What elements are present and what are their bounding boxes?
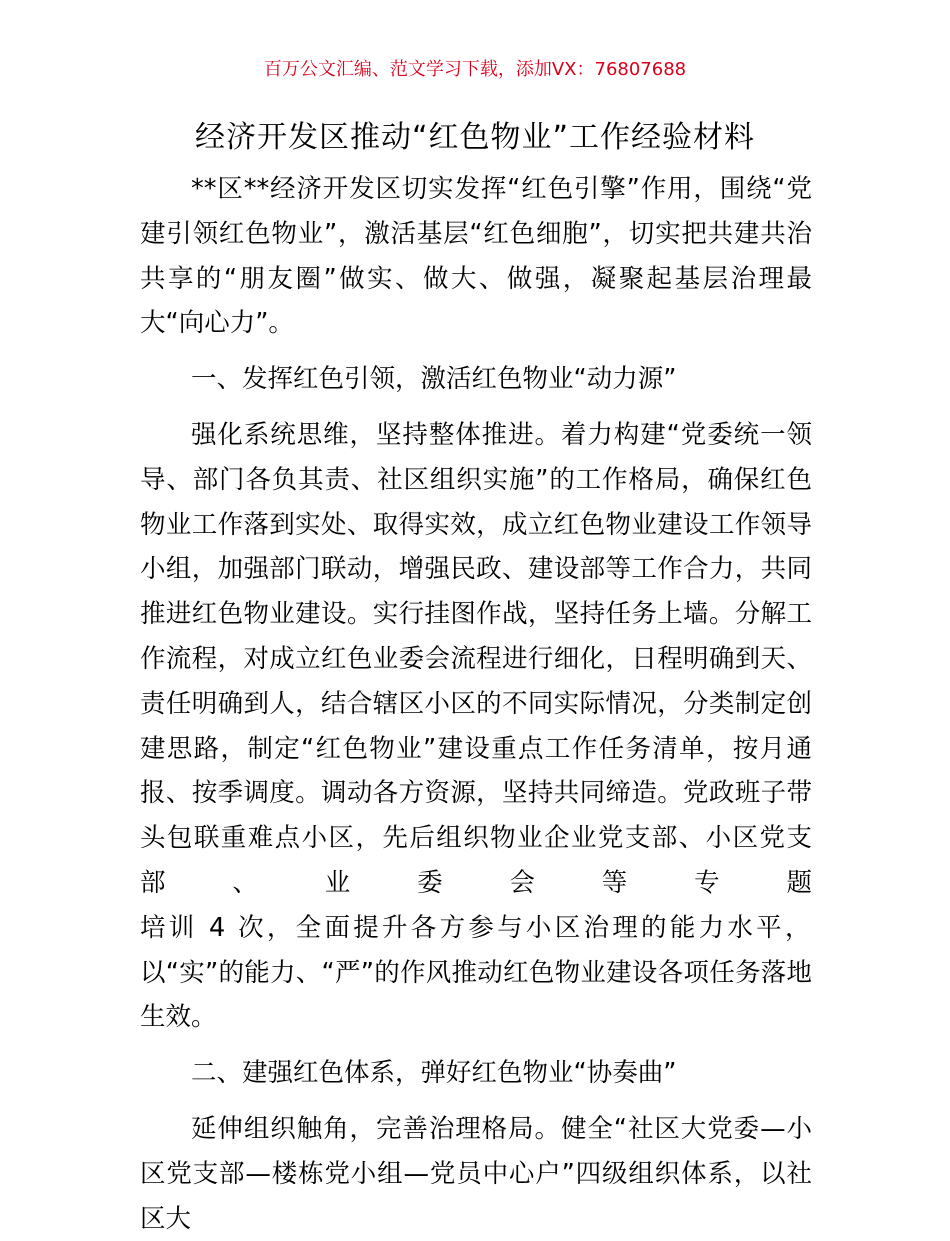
section-1-paragraph-line: 培训 4 次，全面提升各方参与小区治理的能力水平， bbox=[140, 912, 812, 943]
watermark-banner: 百万公文汇编、范文学习下载，添加VX：76807688 bbox=[263, 59, 687, 80]
document-title: 经济开发区推动“红色物业”工作经验材料 bbox=[194, 120, 756, 155]
section-2-heading: 二、建强红色体系，弹好红色物业“协奏曲” bbox=[191, 1058, 677, 1089]
document-body bbox=[140, 167, 812, 1241]
section-1-paragraph-end: 以“实”的能力、“严”的作风推动红色物业建设各项任务落地生效。 bbox=[140, 957, 812, 1033]
section-2-paragraph: 延伸组织触角，完善治理格局。健全“社区大党委—小区党支部—楼栋党小组—党员中心户”四级组织体系，以社区大 bbox=[140, 1113, 812, 1234]
intro-paragraph: **区**经济开发区切实发挥“红色引擎”作用，围绕“党建引领红色物业”，激活基层“红色细胞”，切实把共建共治共享的“朋友圈”做实、做大、做强，凝聚起基层治理最大“向心力”。 bbox=[140, 174, 812, 339]
section-1-body bbox=[140, 413, 812, 1040]
section-1-paragraph: 强化系统思维，坚持整体推进。着力构建“党委统一领导、部门各负其责、社区组织实施”的工作格局，确保红色物业工作落到实处、取得实效，成立红色物业建设工作领导小组，加强部门联动，增强民政、建设部等工作合力，共同推进红色物业建设。实行挂图作战，坚持任务上墙。分解工作流程，对成立红色业委会流程进行细化，日程明确到天、责任明确到人，结合辖区小区的不同实际情况，分类制定创建思路，制定“红色物业”建设重点工作任务清单，按月通报、按季调度。调动各方资源，坚持共同缔造。党政班子带头包联重难点小区，先后组织物业企业党支部、小区党支部、业委会等专题 bbox=[140, 419, 812, 898]
section-1-heading: 一、发挥红色引领，激活红色物业“动力源” bbox=[191, 364, 677, 395]
